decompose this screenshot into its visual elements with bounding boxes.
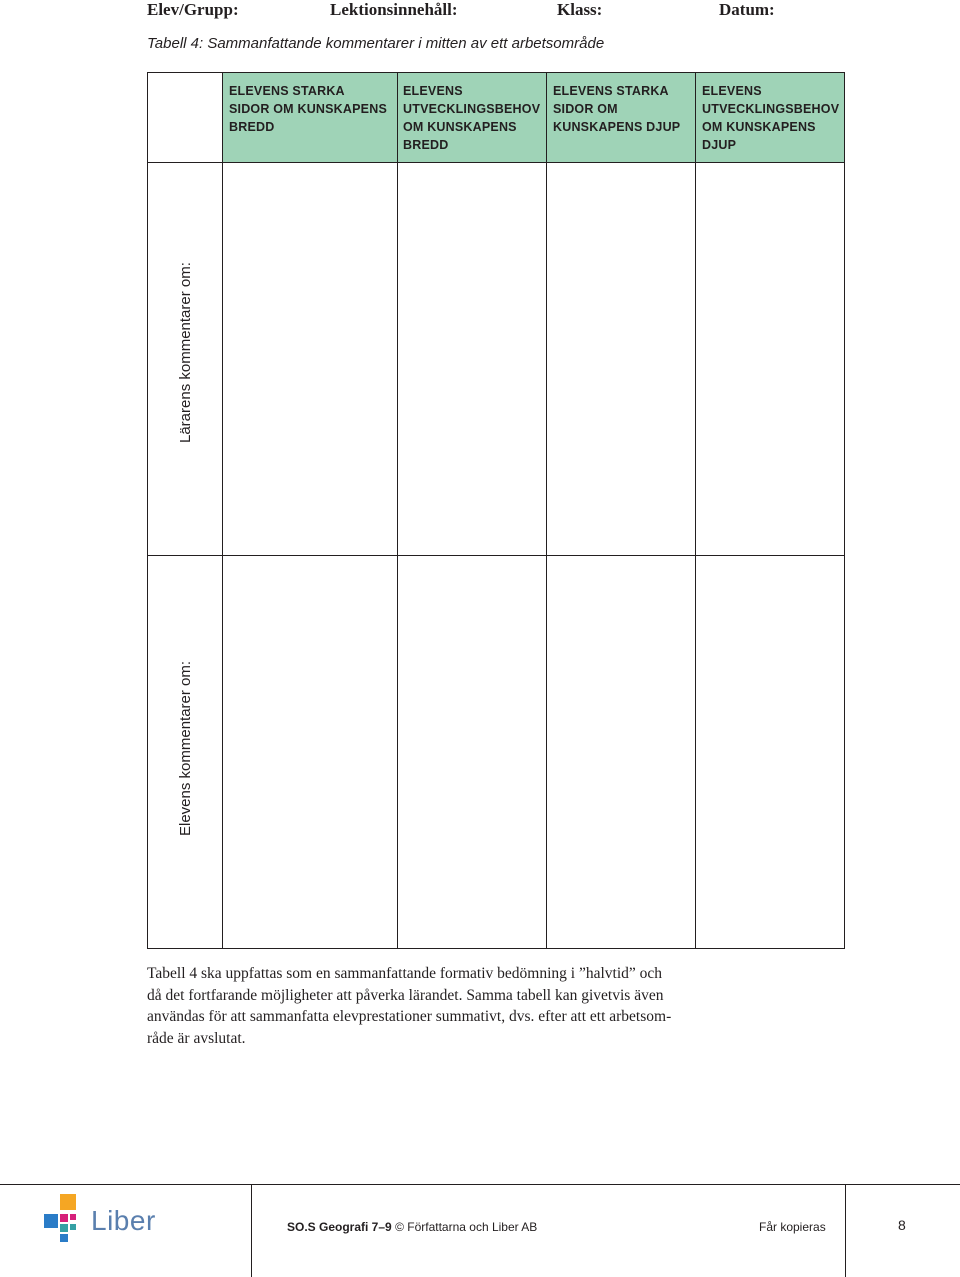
table-col-divider <box>695 72 696 949</box>
row-label-teacher: Lärarens kommentarer om: <box>177 262 194 443</box>
liber-logo-text: Liber <box>91 1205 156 1236</box>
label-datum: Datum: <box>719 0 775 19</box>
footer-divider <box>0 1184 960 1185</box>
table-border-bottom <box>147 948 845 949</box>
footer-book: SO.S Geografi 7–9 © Författarna och Liber AB <box>287 1220 538 1234</box>
page-number: 8 <box>898 1217 906 1233</box>
table-header-divider <box>147 162 845 163</box>
table-col-divider <box>546 72 547 949</box>
label-elev-grupp: Elev/Grupp: <box>147 0 239 19</box>
label-lektionsinnehall: Lektionsinnehåll: <box>330 0 458 19</box>
table-border-top <box>147 72 845 73</box>
column-header-needs-depth: ELEVENS UTVECKLINGSBEHOV OM KUNSKAPENS DJUP <box>702 84 840 152</box>
row-label-student: Elevens kommentarer om: <box>177 660 194 836</box>
table-col-divider <box>222 72 223 949</box>
table-border-right <box>844 72 845 949</box>
table-col-divider <box>397 72 398 949</box>
footer-col-divider <box>845 1184 846 1277</box>
table-border-left <box>147 72 148 949</box>
column-header-strengths-depth: ELEVENS STARKA SIDOR OM KUNSKAPENS DJUP <box>553 84 681 134</box>
column-header-needs-breadth: ELEVENS UTVECKLINGSBEHOV OM KUNSKAPENS BREDD <box>403 84 541 152</box>
liber-logo-icon <box>44 1192 84 1244</box>
label-klass: Klass: <box>557 0 603 19</box>
table-note: Tabell 4 ska uppfattas som en sammanfattande formativ bedömning i ”halvtid” och då det fortfarande möjligheter att påverka lärandet. Samma tabell kan givetvis även användas för att sammanfatta elevprestationer summativt, dvs. efter att ett arbetsom- råde är avslutat. <box>147 965 672 1047</box>
column-header-strengths-breadth: ELEVENS STARKA SIDOR OM KUNSKAPENS BREDD <box>229 84 387 134</box>
footer-permission: Får kopieras <box>759 1220 826 1234</box>
footer-col-divider <box>251 1184 252 1277</box>
table-row-divider <box>147 555 845 556</box>
table-subtitle: Tabell 4: Sammanfattande kommentarer i mitten av ett arbetsområde <box>147 35 605 52</box>
